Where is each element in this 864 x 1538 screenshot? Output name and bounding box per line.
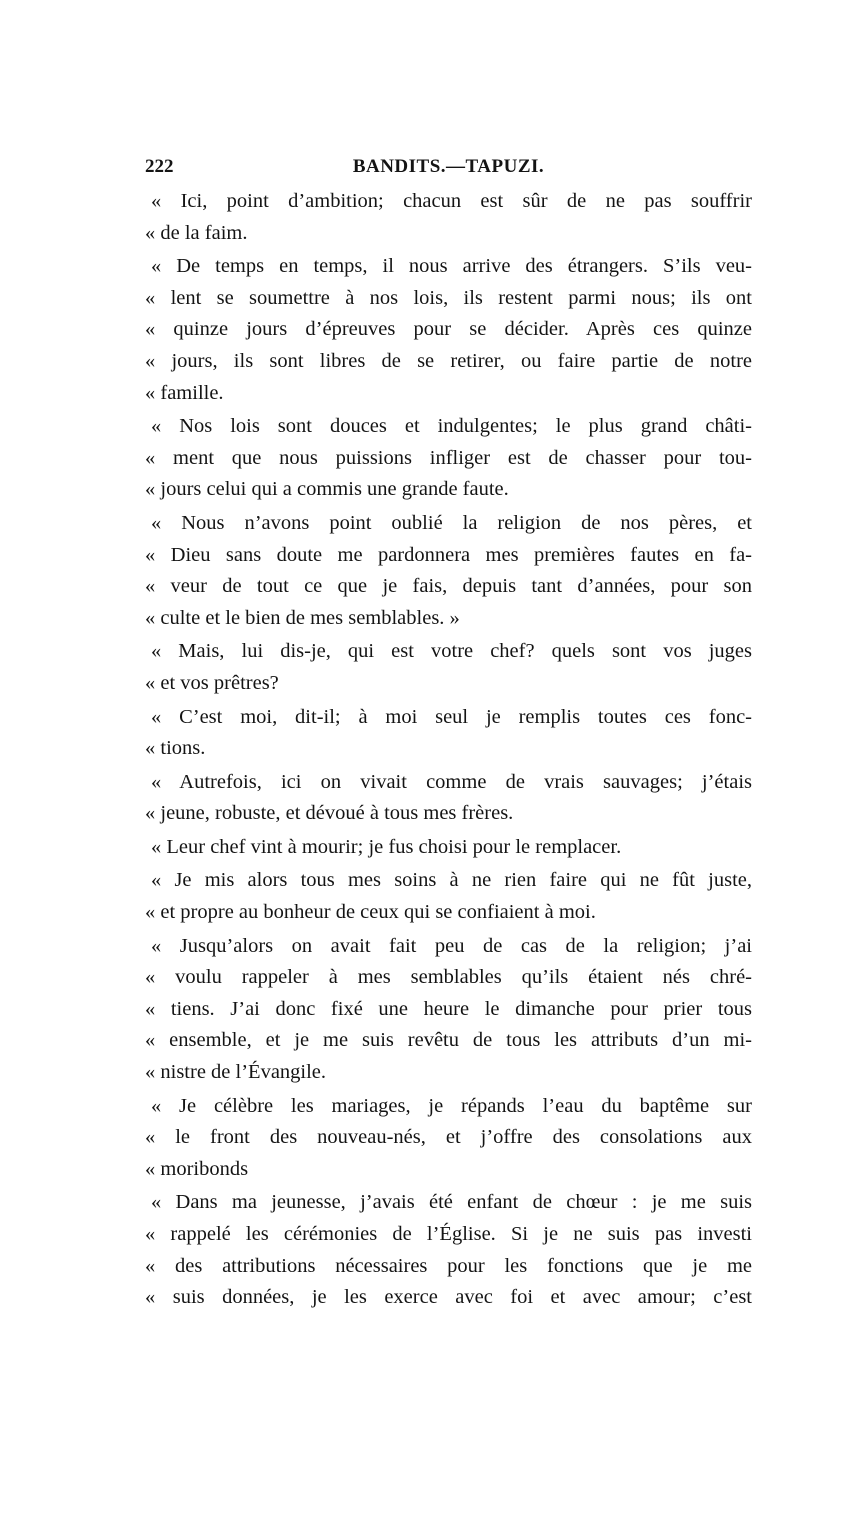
text-line: « jours celui qui a commis une grande faute. [145,478,509,501]
page-body-text [145,186,752,1316]
paragraph [145,636,752,699]
paragraph [145,186,752,249]
text-line: « quinze jours d’épreuves pour se décider. Après ces quinze [145,318,752,341]
text-line: « famille. [145,381,224,404]
text-line: « Dans ma jeunesse, j’avais été enfant de chœur : je me suis [151,1191,752,1214]
text-line: « ensemble, et je me suis revêtu de tous les attributs d’un mi- [145,1029,752,1052]
page-header [145,156,752,182]
text-line: « Mais, lui dis-je, qui est votre chef? quels sont vos juges [151,640,752,663]
text-line: « moribonds [145,1157,249,1180]
text-line: « Je célèbre les mariages, je répands l’eau du baptême sur [151,1094,752,1117]
text-line: « veur de tout ce que je fais, depuis tant d’années, pour son [145,575,752,598]
text-line: « Je mis alors tous mes soins à ne rien faire qui ne fût juste, [151,869,752,892]
text-line: « C’est moi, dit-il; à moi seul je remplis toutes ces fonc- [151,705,752,728]
text-line: « rappelé les cérémonies de l’Église. Si je ne suis pas investi [145,1223,752,1245]
text-line: « suis données, je les exerce avec foi et avec amour; c’est [145,1286,752,1309]
paragraph [145,767,752,830]
paragraph [145,702,752,765]
paragraph [145,411,752,506]
paragraph [145,1187,752,1313]
paragraph [145,1091,752,1186]
running-title: BANDITS.—TAPUZI. [352,156,545,177]
text-line: « jeune, robuste, et dévoué à tous mes frères. [145,802,514,825]
text-line: « Nos lois sont douces et indulgentes; le plus grand châti- [151,415,752,438]
text-line: « le front des nouveau-nés, et j’offre des consolations aux [145,1126,752,1149]
text-line: « Leur chef vint à mourir; je fus choisi pour le remplacer. [151,835,622,858]
text-line: « des attributions nécessaires pour les fonctions que je me [145,1254,752,1277]
text-line: « et propre au bonheur de ceux qui se confiaient à moi. [145,901,596,924]
text-line: « De temps en temps, il nous arrive des étrangers. S’ils veu- [151,255,752,278]
text-line: « Jusqu’alors on avait fait peu de cas de la religion; j’ai [151,934,752,957]
text-line: « Nous n’avons point oublié la religion de nos pères, et [151,511,752,534]
text-line: « culte et le bien de mes semblables. » [145,606,460,629]
text-line: « et vos prêtres? [145,671,279,694]
text-line: « Autrefois, ici on vivait comme de vrais sauvages; j’étais [151,770,752,793]
paragraph [145,865,752,928]
paragraph [145,508,752,634]
text-line: « Ici, point d’ambition; chacun est sûr de ne pas souffrir [151,190,752,212]
text-line: « ment que nous puissions infliger est de chasser pour tou- [145,446,752,469]
text-line: « lent se soumettre à nos lois, ils restent parmi nous; ils ont [145,286,752,309]
text-line: « nistre de l’Évangile. [145,1061,327,1084]
paragraph [145,832,752,864]
text-line: « jours, ils sont libres de se retirer, ou faire partie de notre [145,349,752,372]
text-line: « Dieu sans doute me pardonnera mes premières fautes en fa- [145,543,752,566]
text-line: « tions. [145,737,206,760]
text-line: « de la faim. [145,221,248,244]
paragraph [145,931,752,1089]
text-line: « voulu rappeler à mes semblables qu’ils étaient nés chré- [145,966,752,989]
page-number: 222 [145,156,174,177]
paragraph [145,251,752,409]
text-line: « tiens. J’ai donc fixé une heure le dimanche pour prier tous [145,997,752,1020]
